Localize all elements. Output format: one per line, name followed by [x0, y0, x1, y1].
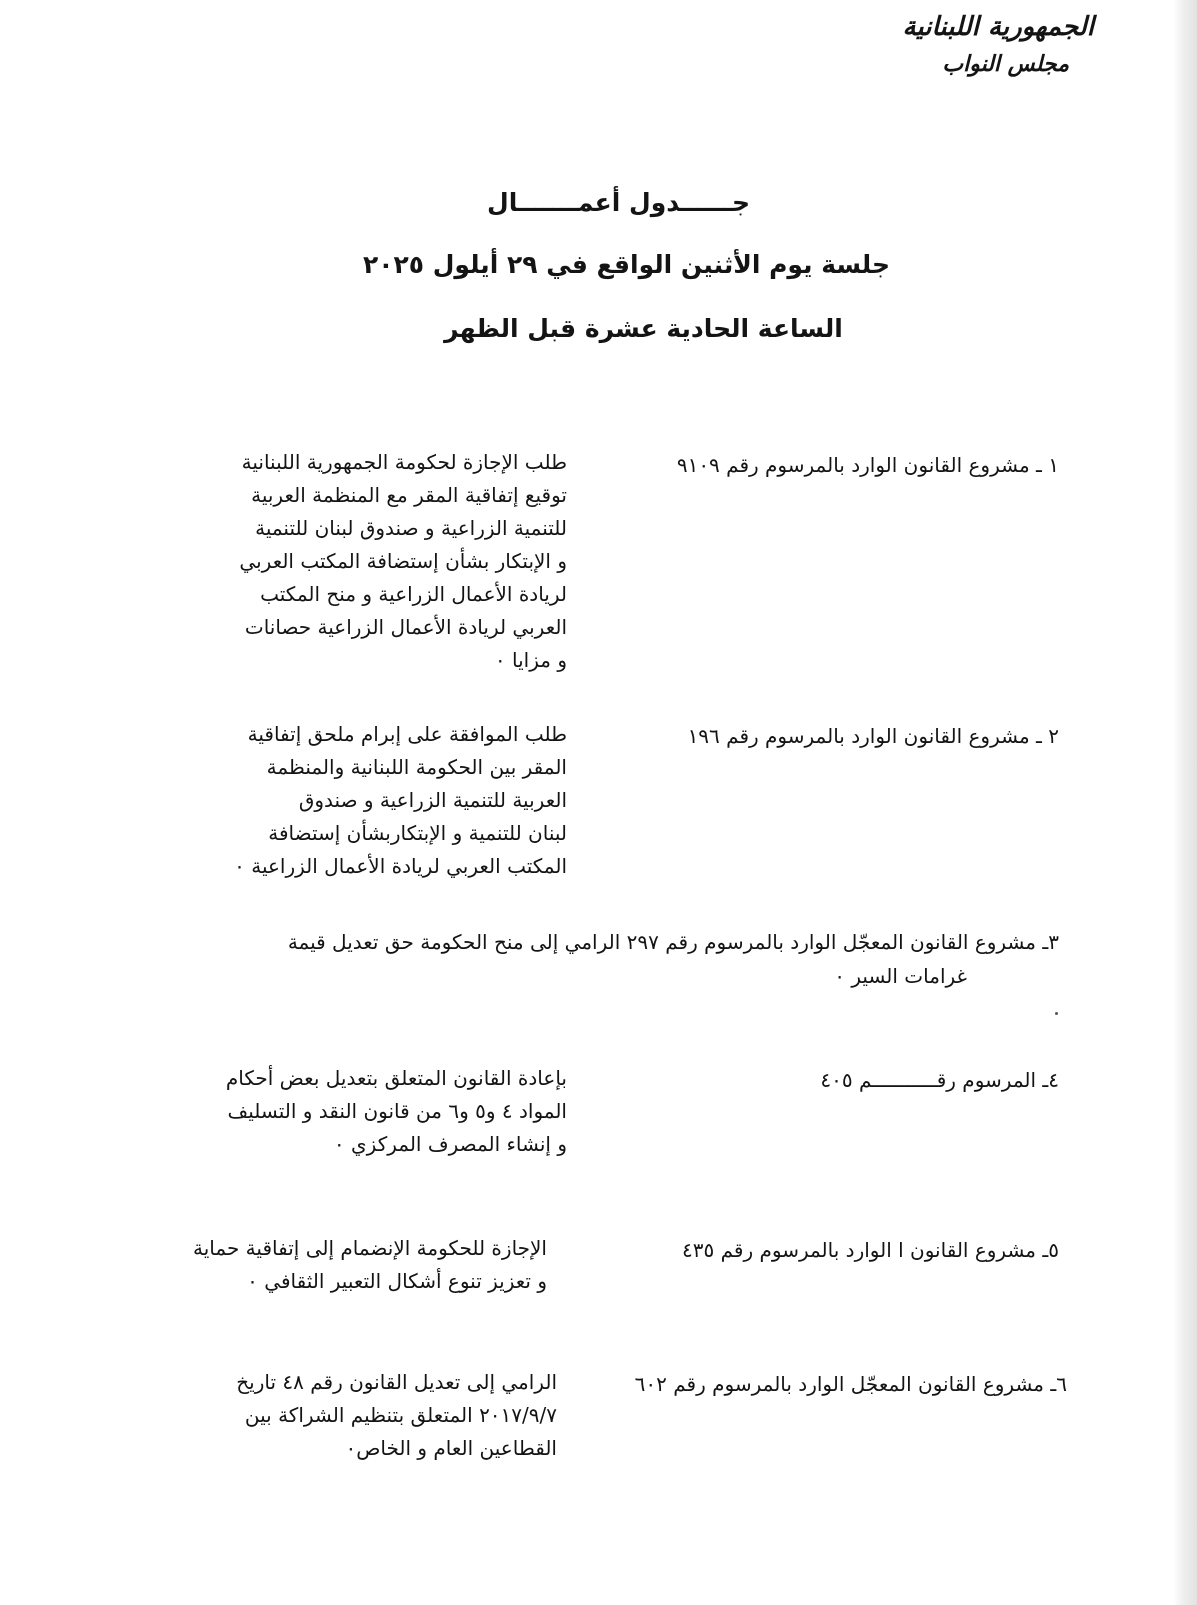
item-6-desc-line: الرامي إلى تعديل القانون رقم ٤٨ تاريخ — [236, 1370, 557, 1394]
item-1-desc-line: توقيع إتفاقية المقر مع المنظمة العربية — [251, 483, 567, 507]
item-2-desc-line: لبنان للتنمية و الإبتكاربشأن إستضافة — [268, 821, 567, 845]
agenda-title: جــــــدول أعمـــــــال — [487, 188, 750, 217]
header-parliament: مجلس النواب — [942, 52, 1069, 77]
header-republic: الجمهورية اللبنانية — [902, 12, 1094, 42]
item-3-line: غرامات السير ٠ — [834, 964, 967, 988]
item-5-desc-line: الإجازة للحكومة الإنضمام إلى إتفاقية حماية — [193, 1236, 547, 1260]
item-6-description — [236, 1366, 557, 1465]
item-5-desc-line: و تعزيز تنوع أشكال التعبير الثقافي ٠ — [247, 1269, 547, 1293]
item-6-title: ٦ـ مشروع القانون المعجّل الوارد بالمرسوم رقم ٦٠٢ — [634, 1372, 1067, 1396]
item-4-title: ٤ـ المرسوم رقـــــــــــم ٤٠٥ — [820, 1068, 1059, 1092]
item-1-desc-line: العربي لريادة الأعمال الزراعية حصانات — [244, 615, 567, 639]
item-3-line: ٣ـ مشروع القانون المعجّل الوارد بالمرسوم رقم ٢٩٧ الرامي إلى منح الحكومة حق تعديل قيمة — [287, 930, 1059, 954]
item-4-description — [226, 1062, 567, 1161]
item-5-title: ٥ـ مشروع القانون ا الوارد بالمرسوم رقم ٤٣٥ — [682, 1238, 1059, 1262]
page-edge-shadow — [1173, 0, 1197, 1605]
item-1-desc-line: لريادة الأعمال الزراعية و منح المكتب — [260, 582, 567, 606]
item-3-text — [288, 925, 1059, 993]
item-1-desc-line: للتنمية الزراعية و صندوق لبنان للتنمية — [255, 516, 567, 540]
item-1-description — [239, 446, 567, 677]
item-2-desc-line: العربية للتنمية الزراعية و صندوق — [298, 788, 567, 812]
session-time: الساعة الحادية عشرة قبل الظهر — [444, 314, 843, 343]
item-4-desc-line: و إنشاء المصرف المركزي ٠ — [333, 1132, 567, 1156]
session-date: جلسة يوم الأثنين الواقع في ٢٩ أيلول ٢٠٢٥ — [362, 250, 891, 279]
item-1-desc-line: طلب الإجازة لحكومة الجمهورية اللبنانية — [241, 450, 567, 474]
item-2-desc-line: المقر بين الحكومة اللبنانية والمنظمة — [266, 755, 567, 779]
item-2-desc-line: طلب الموافقة على إبرام ملحق إتفاقية — [247, 722, 567, 746]
item-2-description — [234, 718, 567, 883]
item-1-desc-line: و مزايا ٠ — [494, 648, 567, 672]
item-2-desc-line: المكتب العربي لريادة الأعمال الزراعية ٠ — [234, 854, 567, 878]
item-4-desc-line: المواد ٤ و٥ و٦ من قانون النقد و التسليف — [227, 1099, 567, 1123]
item-5-description — [193, 1232, 547, 1298]
item-1-desc-line: و الإبتكار بشأن إستضافة المكتب العربي — [239, 549, 567, 573]
item-1-title: ١ ـ مشروع القانون الوارد بالمرسوم رقم ٩١٠٩ — [676, 453, 1059, 477]
item-2-title: ٢ ـ مشروع القانون الوارد بالمرسوم رقم ١٩٦ — [687, 724, 1059, 748]
item-6-desc-line: القطاعين العام و الخاص٠ — [345, 1436, 557, 1460]
item-6-desc-line: ٢٠١٧/٩/٧ المتعلق بتنظيم الشراكة بين — [244, 1403, 557, 1427]
stray-mark — [1055, 1012, 1058, 1015]
item-4-desc-line: بإعادة القانون المتعلق بتعديل بعض أحكام — [225, 1066, 567, 1090]
